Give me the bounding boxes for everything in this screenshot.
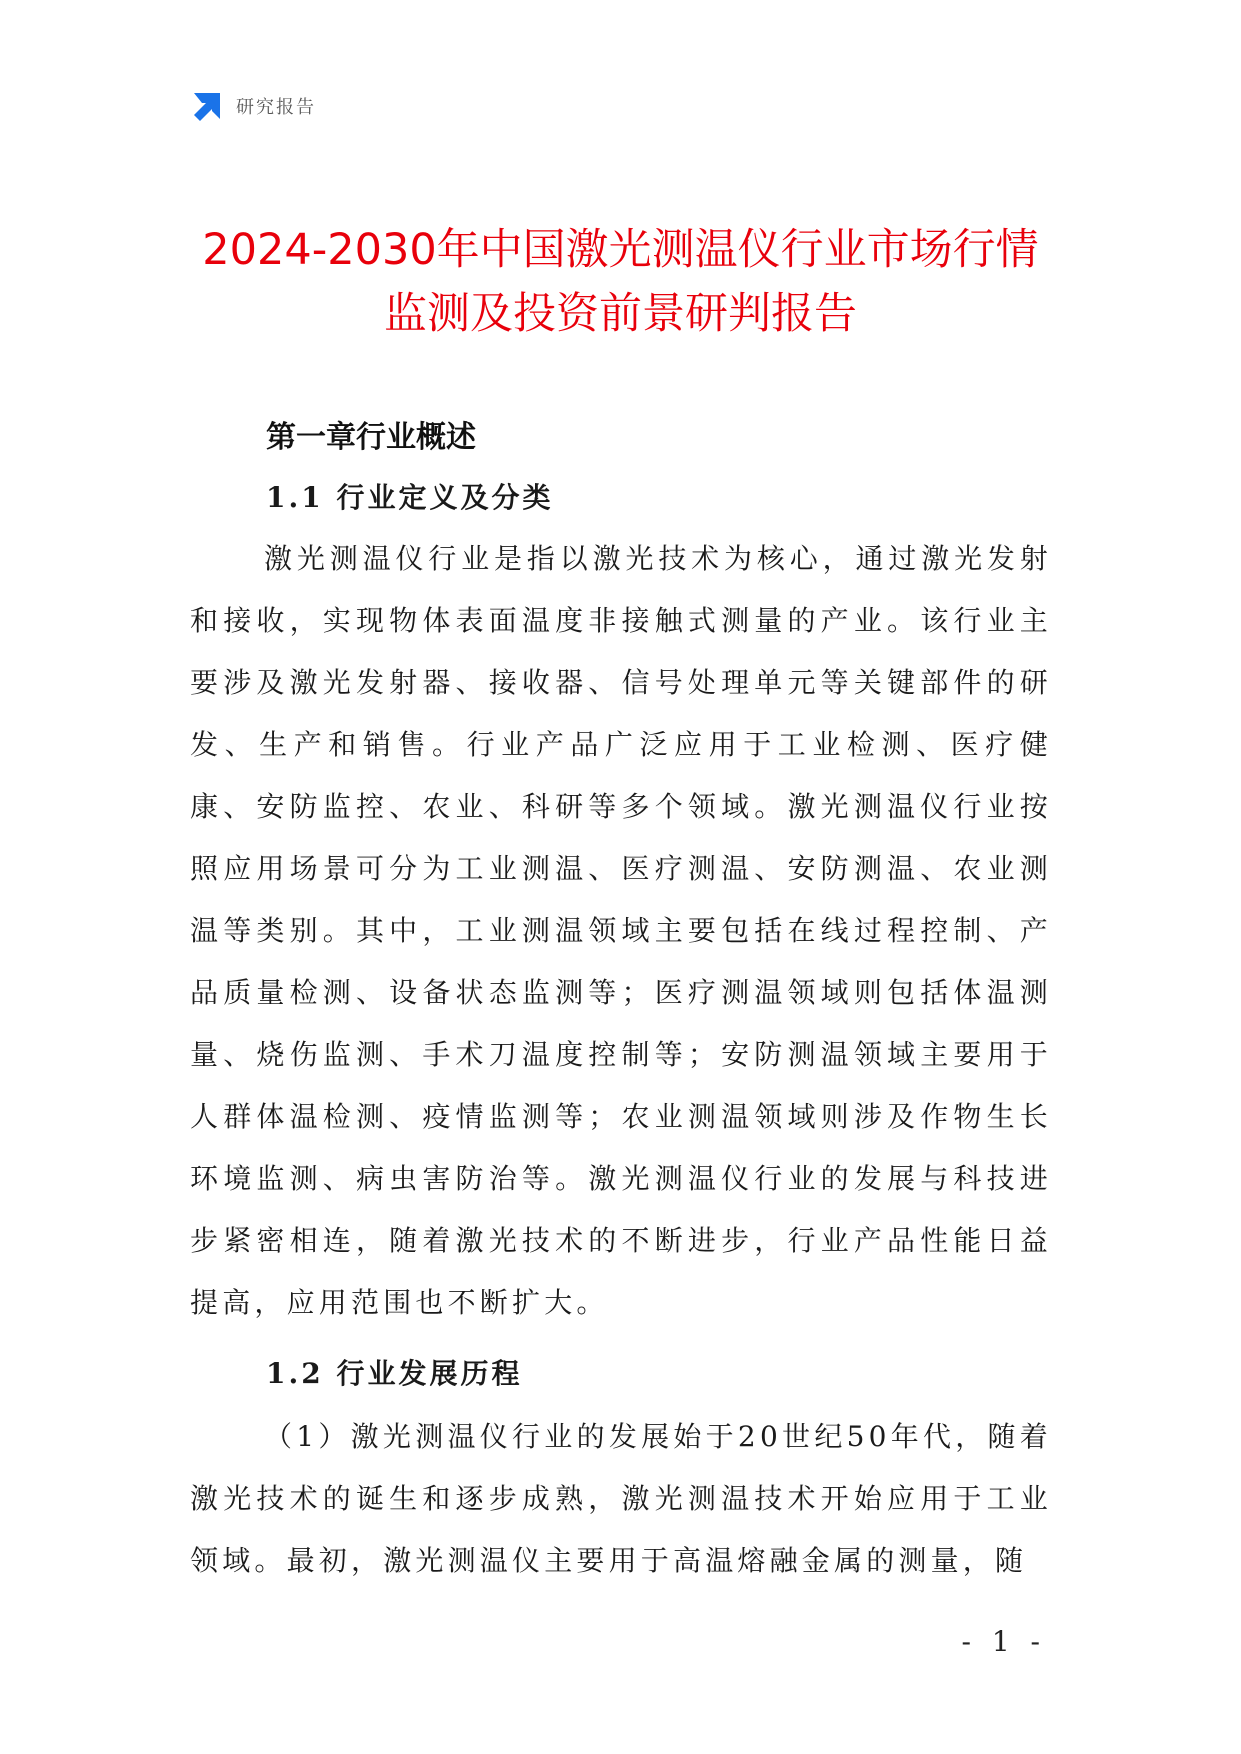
section-1-2-paragraph: （1）激光测温仪行业的发展始于20世纪50年代，随着激光技术的诞生和逐步成熟，激光测温技术开始应用于工业领域。最初，激光测温仪主要用于高温熔融金属的测量，随: [190, 1420, 1052, 1577]
title-line-2: 监测及投资前景研判报告: [384, 289, 857, 339]
report-header: [190, 88, 316, 124]
header-label: 研究报告: [236, 97, 316, 118]
section-heading-1-1: 1.1 行业定义及分类: [266, 481, 554, 514]
title-line-1: 2024-2030年中国激光测温仪行业市场行情: [202, 225, 1039, 275]
section-1-1-paragraph: 激光测温仪行业是指以激光技术为核心，通过激光发射和接收，实现物体表面温度非接触式测量的产业。该行业主要涉及激光发射器、接收器、信号处理单元等关键部件的研发、生产和销售。行业产品广泛应用于工业检测、医疗健康、安防监控、农业、科研等多个领域。激光测温仪行业按照应用场景可分为工业测温、医疗测温、安防测温、农业测温等类别。其中，工业测温领域主要包括在线过程控制、产品质量检测、设备状态监测等；医疗测温领域则包括体温测量、烧伤监测、手术刀温度控制等；安防测温领域主要用于人群体温检测、疫情监测等；农业测温领域则涉及作物生长环境监测、病虫害防治等。激光测温仪行业的发展与科技进步紧密相连，随着激光技术的不断进步，行业产品性能日益提高，应用范围也不断扩大。: [190, 542, 1052, 1319]
chapter-heading: 第一章行业概述: [266, 420, 476, 455]
report-title: [150, 218, 1091, 346]
section-heading-1-2: 1.2 行业发展历程: [266, 1357, 523, 1390]
page-number: - 1 -: [961, 1625, 1046, 1658]
document-body: [190, 418, 1052, 1592]
arrow-up-right-icon: [190, 89, 224, 123]
